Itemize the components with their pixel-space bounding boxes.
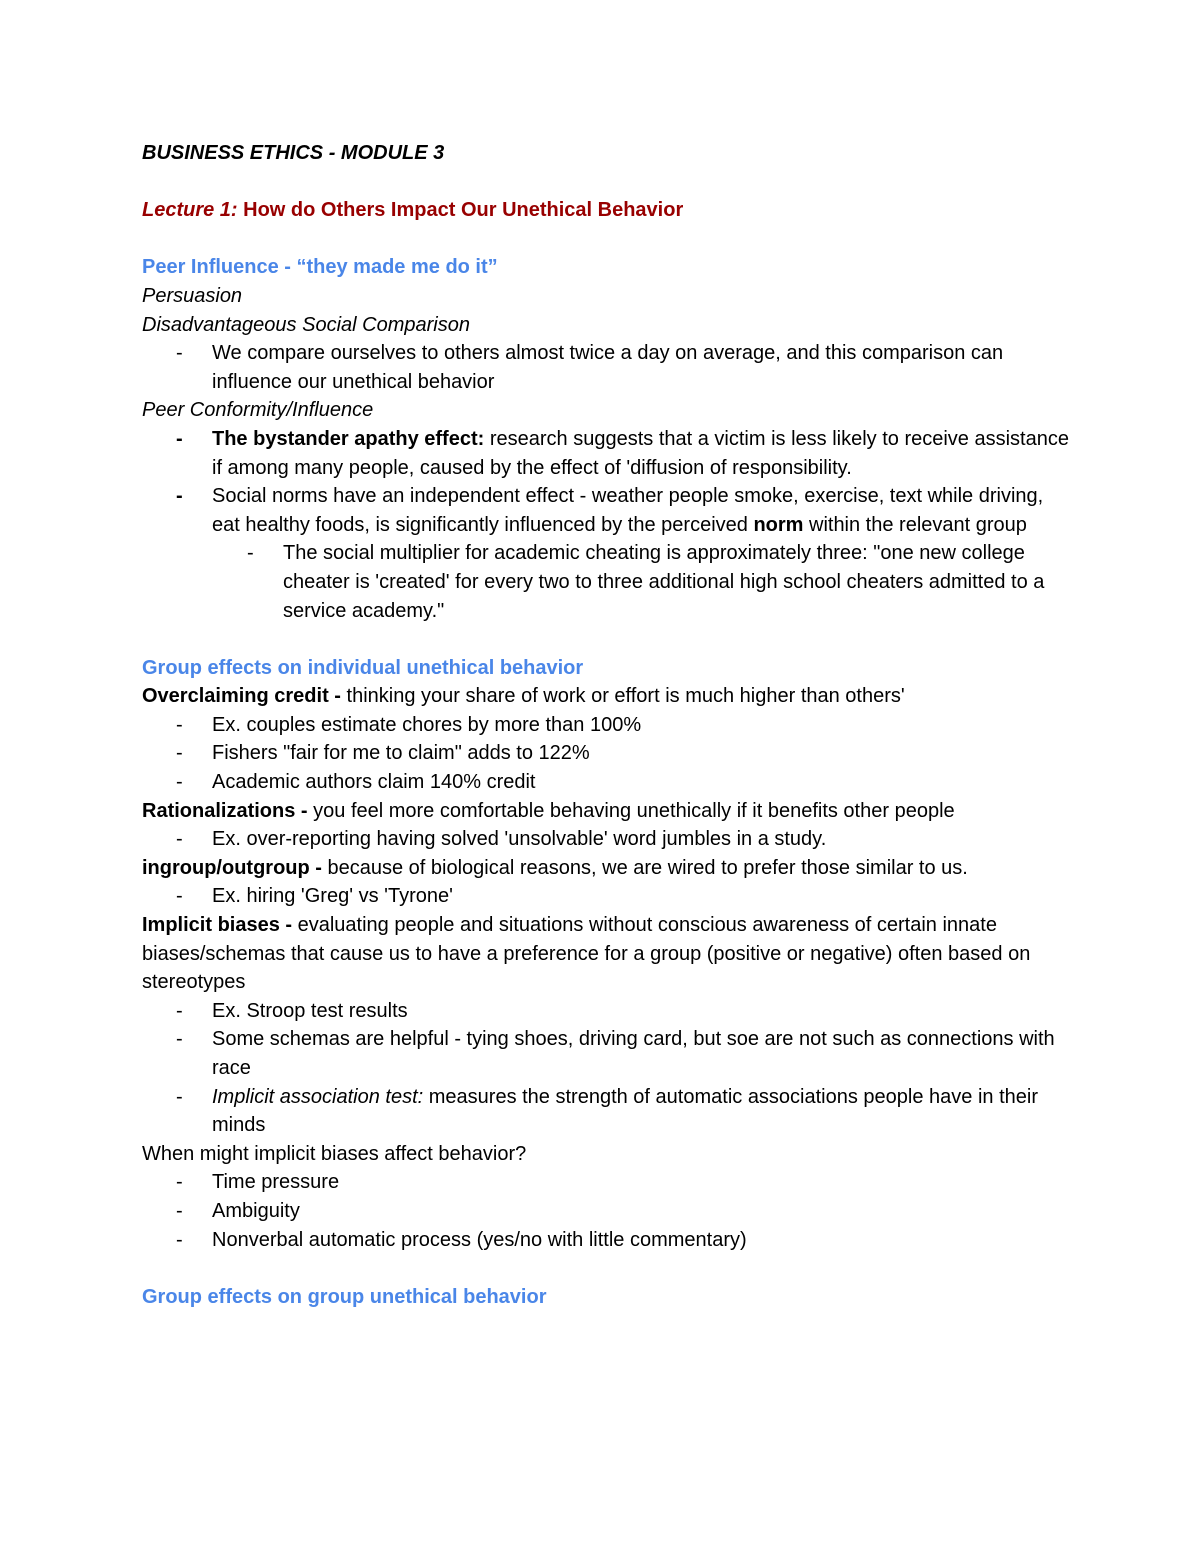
bullet-dash: - [176, 1228, 183, 1251]
section-heading-peer-influence: Peer Influence - “they made me do it” [142, 256, 498, 279]
bullet-text: Ex. couples estimate chores by more than 100% [212, 713, 642, 736]
lecture-title [142, 196, 1072, 225]
bullet-dash: - [176, 1199, 183, 1222]
paragraph-ingroup [142, 854, 1072, 883]
bullet-text: Academic authors claim 140% credit [212, 771, 536, 794]
paragraph-text: evaluating people and situations without conscious awareness of certain innate biases/schemas that cause us to have a preference for a group (positive or negative) often based on stereotypes [142, 914, 1031, 994]
bullet-dash: - [176, 999, 183, 1022]
bullet-dash: - [176, 1171, 183, 1194]
bullet-dash: - [176, 713, 183, 736]
question-when-biases: When might implicit biases affect behavior? [142, 1142, 527, 1165]
bullet-text: We compare ourselves to others almost twice a day on average, and this comparison can influence our unethical behavior [212, 342, 1004, 393]
section-heading-group-group: Group effects on group unethical behavior [142, 1285, 547, 1308]
bullet-dash: - [176, 742, 183, 765]
bullet-text: Time pressure [212, 1171, 340, 1194]
subheading-disadvantageous-comparison: Disadvantageous Social Comparison [142, 313, 470, 336]
list-item [142, 482, 1072, 539]
bullet-text: Social norms have an independent effect - weather people smoke, exercise, text while driving, eat healthy foods, is significantly influenced by the perceived [212, 485, 1044, 536]
bullet-dash: - [176, 1085, 183, 1108]
bullet-dash: - [176, 828, 183, 851]
lecture-prefix: Lecture 1: [142, 199, 238, 222]
list-item [142, 1197, 1072, 1226]
term-implicit-biases: Implicit biases - [142, 914, 293, 937]
bullet-text: Some schemas are helpful - tying shoes, driving card, but soe are not such as connections with race [212, 1028, 1055, 1079]
list-item [142, 882, 1072, 911]
bullet-dash: - [176, 771, 183, 794]
bullet-dash: - [176, 485, 183, 508]
paragraph-text: because of biological reasons, we are wired to prefer those similar to us. [321, 856, 968, 879]
document-title: BUSINESS ETHICS - MODULE 3 [142, 142, 445, 164]
term-overclaiming: Overclaiming credit - [142, 685, 341, 708]
subheading-persuasion: Persuasion [142, 284, 243, 307]
list-item [142, 1226, 1072, 1255]
bullet-text: research suggests that a victim is less likely to receive assistance if among many people, caused by the effect of 'diffusion of responsibility. [212, 427, 1069, 479]
paragraph-implicit-biases [142, 911, 1072, 997]
list-item [142, 768, 1072, 797]
list-item [142, 997, 1072, 1026]
section-heading-group-individual: Group effects on individual unethical behavior [142, 656, 584, 679]
bullet-text: Nonverbal automatic process (yes/no with little commentary) [212, 1228, 747, 1251]
bullet-dash: - [176, 1028, 183, 1051]
list-item [142, 1168, 1072, 1197]
list-item [142, 1025, 1072, 1082]
bullet-dash: - [176, 427, 183, 450]
paragraph-text: you feel more comfortable behaving unethically if it benefits other people [307, 799, 955, 822]
bullet-text: The social multiplier for academic cheating is approximately three: "one new college cheater is 'created' for every two to three additional high school cheaters admitted to a service academy." [283, 542, 1045, 622]
list-item [142, 539, 1072, 625]
bullet-text: Fishers "fair for me to claim" adds to 122% [212, 742, 590, 765]
bullet-text: Ambiguity [212, 1199, 300, 1222]
term-rationalizations: Rationalizations - [142, 799, 308, 822]
bullet-text: measures the strength of automatic associations people have in their minds [212, 1085, 1038, 1137]
subheading-peer-conformity: Peer Conformity/Influence [142, 399, 374, 422]
bullet-text: within the relevant group [803, 513, 1027, 536]
term-implicit-association-test: Implicit association test: [212, 1085, 424, 1108]
term-bystander-effect: The bystander apathy effect: [212, 427, 485, 450]
document-page [142, 139, 1072, 1311]
bullet-dash: - [176, 885, 183, 908]
bullet-text: Ex. over-reporting having solved 'unsolvable' word jumbles in a study. [212, 828, 827, 851]
paragraph-rationalizations [142, 797, 1072, 826]
term-ingroup: ingroup/outgroup - [142, 856, 322, 879]
list-item [142, 1083, 1072, 1140]
list-item [142, 825, 1072, 854]
paragraph-text: thinking your share of work or effort is much higher than others' [340, 685, 905, 708]
bullet-text: Ex. hiring 'Greg' vs 'Tyrone' [212, 885, 453, 908]
bullet-dash: - [176, 342, 183, 365]
lecture-title-text: How do Others Impact Our Unethical Behavior [237, 199, 684, 222]
paragraph-overclaiming [142, 682, 1072, 711]
list-item [142, 425, 1072, 482]
list-item [142, 339, 1072, 396]
bullet-text: Ex. Stroop test results [212, 999, 408, 1022]
bullet-dash: - [247, 542, 254, 565]
list-item [142, 711, 1072, 740]
list-item [142, 739, 1072, 768]
term-norm: norm [753, 513, 804, 536]
